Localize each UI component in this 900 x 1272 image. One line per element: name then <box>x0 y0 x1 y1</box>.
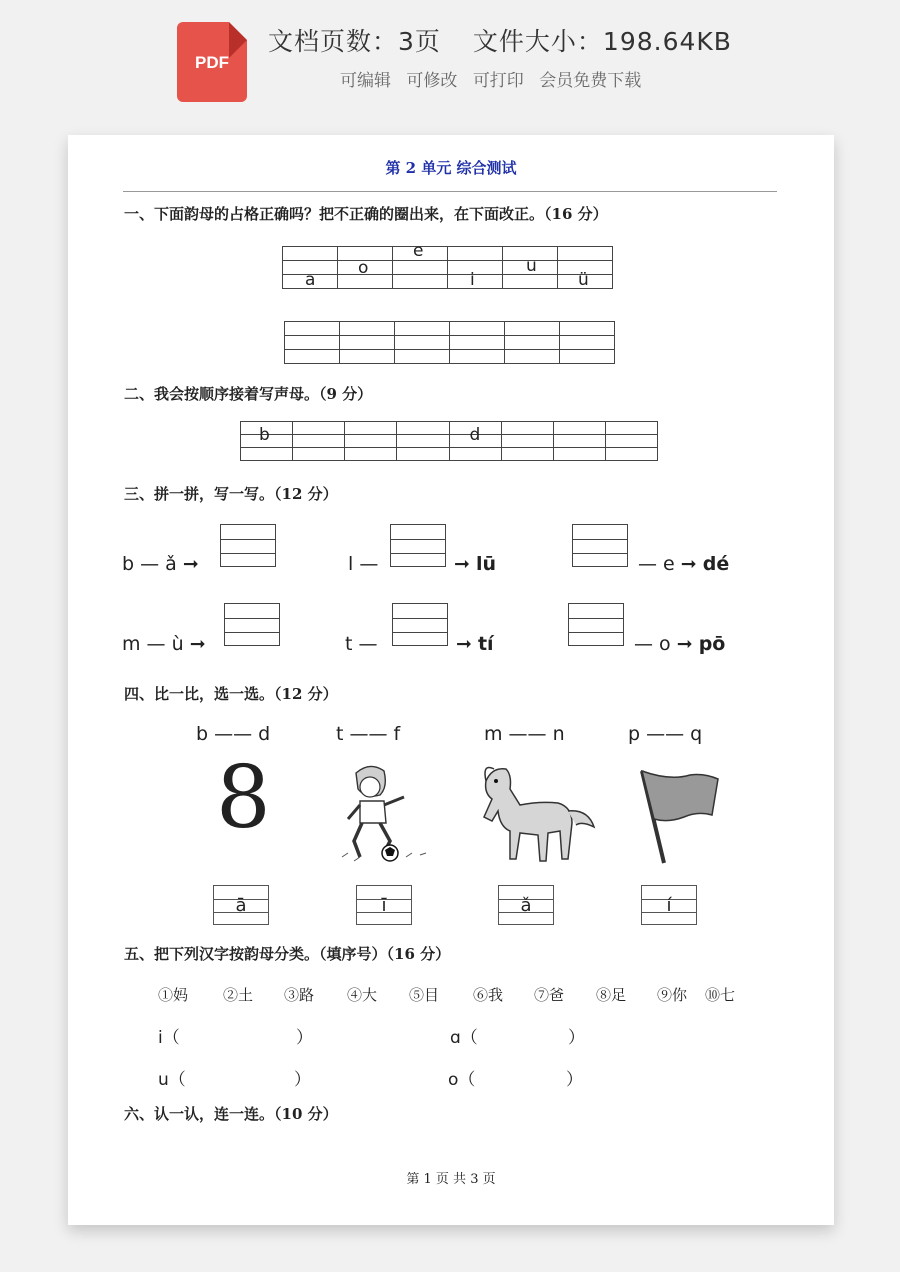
pair-3-b: n <box>552 723 565 745</box>
spell-3-answer: dé <box>702 553 730 575</box>
pair-3-a: m <box>484 723 503 745</box>
tone-box-2[interactable] <box>356 885 412 925</box>
vowel-a: a <box>305 270 316 290</box>
char-10: ⑩七 <box>705 986 736 1004</box>
arrow-icon: ➞ <box>454 553 470 575</box>
arrow-icon: ➞ <box>456 633 472 655</box>
pair-1-b: d <box>258 723 271 745</box>
spell-1-left: b — ǎ <box>122 553 177 575</box>
spell-6-left: — o <box>634 633 671 655</box>
spell-item-3 <box>638 553 729 575</box>
compare-pair-4: p —— q <box>628 723 703 745</box>
char-3: ③路 <box>284 986 315 1004</box>
class-i-close: ） <box>296 1028 313 1048</box>
spell-item-1 <box>122 553 199 575</box>
char-6: ⑥我 <box>473 986 504 1004</box>
tone-box-4[interactable] <box>641 885 697 925</box>
class-o-close: ） <box>566 1070 583 1090</box>
file-size: 文件大小：198.64KB <box>472 27 732 56</box>
vowel-grid <box>282 241 613 290</box>
write-box-3[interactable] <box>572 524 628 567</box>
initials-grid <box>240 421 658 461</box>
class-a-label: ɑ（ <box>450 1028 478 1048</box>
feature-list <box>340 66 641 91</box>
feature-member-download: 会员免费下载 <box>539 71 642 91</box>
tone-4: í <box>666 895 672 916</box>
char-8: ⑧足 <box>596 986 627 1004</box>
class-o-label: o（ <box>448 1070 476 1090</box>
compare-pair-2: t —— f <box>336 723 401 745</box>
page-count: 文档页数：3页 <box>268 27 441 56</box>
write-box-5[interactable] <box>392 603 448 646</box>
spell-item-4 <box>122 633 206 655</box>
tone-3: ǎ <box>520 895 532 916</box>
number-eight-figure: 8 <box>216 748 271 848</box>
class-u-close: ） <box>294 1070 311 1090</box>
char-4: ④大 <box>347 986 378 1004</box>
correction-grid <box>284 321 615 364</box>
write-box-1[interactable] <box>220 524 276 567</box>
char-5: ⑤目 <box>409 986 440 1004</box>
pdf-badge-label: PDF <box>195 53 229 72</box>
feature-modifiable: 可修改 <box>406 71 458 91</box>
compare-pair-3: m —— n <box>484 723 565 745</box>
spell-item-2-right <box>454 553 496 575</box>
vowel-i: i <box>470 270 475 290</box>
arrow-icon: ➞ <box>182 553 199 575</box>
spell-2-answer: lū <box>475 553 497 575</box>
char-9: ⑨你 <box>657 986 688 1004</box>
spell-item-6 <box>634 633 725 655</box>
feature-editable: 可编辑 <box>340 71 391 91</box>
file-info <box>268 22 732 58</box>
question-6: 六、认一认，连一连。（10 分） <box>124 1105 338 1123</box>
initial-d: d <box>469 425 481 445</box>
question-1: 一、下面韵母的占格正确吗？把不正确的圈出来，在下面改正。（16 分） <box>124 205 608 223</box>
question-5: 五、把下列汉字按韵母分类。（填序号）（16 分） <box>124 945 451 963</box>
spell-5-answer: tí <box>477 633 494 655</box>
spell-3-left: — e <box>638 553 675 575</box>
class-a-close: ） <box>568 1028 585 1048</box>
spell-item-2-left: l — <box>348 553 379 575</box>
vowel-o: o <box>358 258 369 278</box>
pair-4-a: p <box>628 723 641 745</box>
write-box-6[interactable] <box>568 603 624 646</box>
pdf-icon <box>177 22 247 102</box>
tone-box-1[interactable] <box>213 885 269 925</box>
question-2: 二、我会按顺序接着写声母。（9 分） <box>124 385 373 403</box>
compare-pair-1: b —— d <box>196 723 271 745</box>
pair-2-a: t <box>336 723 344 745</box>
write-box-4[interactable] <box>224 603 280 646</box>
write-box-2[interactable] <box>390 524 446 567</box>
class-i-label: i（ <box>158 1028 180 1048</box>
tone-2: ī <box>381 895 387 916</box>
spell-6-answer: pō <box>698 633 726 655</box>
soccer-boy-illustration <box>340 761 440 869</box>
spell-item-5-right <box>456 633 494 655</box>
arrow-icon: ➞ <box>680 553 697 575</box>
spell-4-left: m — ù <box>122 633 184 655</box>
pair-4-b: q <box>690 723 703 745</box>
horse-illustration <box>476 761 596 869</box>
spell-item-5-left: t — <box>345 633 378 655</box>
tone-1: ā <box>235 895 247 916</box>
vowel-e: e <box>413 241 424 261</box>
pair-1-a: b <box>196 723 209 745</box>
page-footer: 第 1 页 共 3 页 <box>406 1172 496 1187</box>
class-u-label: u（ <box>158 1070 186 1090</box>
char-1: ①妈 <box>158 986 189 1004</box>
pair-2-b: f <box>393 723 401 745</box>
vowel-u-umlaut: ü <box>578 270 589 290</box>
char-2: ②土 <box>223 986 254 1004</box>
title-divider <box>123 191 777 192</box>
tone-box-3[interactable] <box>498 885 554 925</box>
page-title: 第 2 单元 综合测试 <box>385 159 517 177</box>
arrow-icon: ➞ <box>189 633 206 655</box>
feature-printable: 可打印 <box>472 71 524 91</box>
vowel-u: u <box>526 256 537 276</box>
char-7: ⑦爸 <box>534 986 565 1004</box>
flag-illustration <box>634 763 724 867</box>
document-page <box>68 135 834 1225</box>
question-3: 三、拼一拼，写一写。（12 分） <box>124 485 338 503</box>
arrow-icon: ➞ <box>676 633 693 655</box>
initial-b: b <box>259 425 270 445</box>
question-4: 四、比一比，选一选。（12 分） <box>124 685 338 703</box>
